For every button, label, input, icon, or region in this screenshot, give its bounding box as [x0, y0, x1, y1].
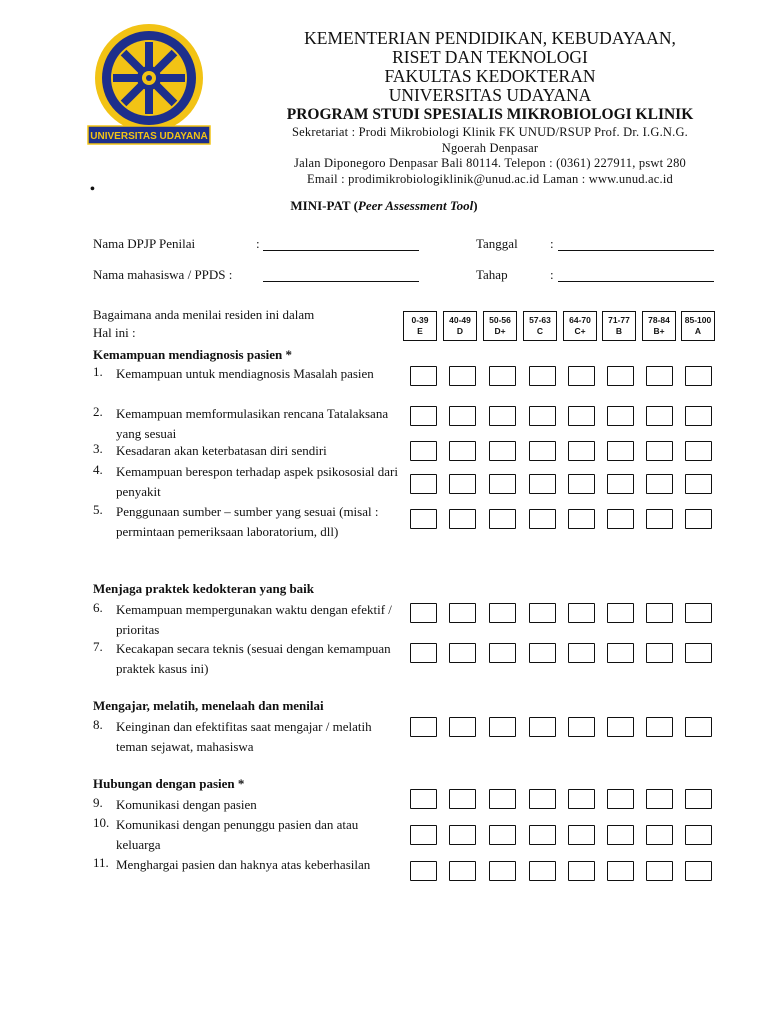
rating-checkbox[interactable]	[489, 366, 516, 386]
rating-checkbox[interactable]	[529, 603, 556, 623]
rating-checkbox[interactable]	[685, 643, 712, 663]
item-number: 5.	[93, 502, 103, 517]
rating-checkbox[interactable]	[449, 789, 476, 809]
dpjp-colon: :	[256, 236, 260, 251]
rating-checkbox[interactable]	[607, 603, 634, 623]
date-label: Tanggal	[476, 236, 518, 251]
item-text: Kemampuan mempergunakan waktu dengan efektif / prioritas	[116, 602, 392, 637]
rating-checkbox[interactable]	[685, 441, 712, 461]
grade-letter: E	[417, 326, 423, 336]
grade-range: 85-100	[684, 315, 712, 325]
rating-checkbox[interactable]	[646, 861, 673, 881]
grade-header-box	[443, 311, 477, 341]
rating-checkbox[interactable]	[568, 643, 595, 663]
rating-checkbox[interactable]	[685, 825, 712, 845]
item-text: Menghargai pasien dan haknya atas keberhasilan	[116, 857, 371, 872]
grade-letter: C	[536, 326, 544, 336]
item-number: 6.	[93, 600, 103, 615]
rating-checkbox[interactable]	[410, 366, 437, 386]
section-patient-relations: Hubungan dengan pasien *	[93, 776, 245, 791]
rating-checkbox[interactable]	[489, 406, 516, 426]
rating-checkbox[interactable]	[410, 441, 437, 461]
rating-checkbox[interactable]	[568, 789, 595, 809]
rating-checkbox[interactable]	[568, 366, 595, 386]
rating-question: Bagaimana anda menilai residen ini dalam Hal ini :	[93, 307, 315, 340]
rating-checkbox[interactable]	[489, 474, 516, 494]
grade-header-box	[642, 311, 676, 341]
rating-checkbox[interactable]	[646, 825, 673, 845]
header-contact: Email : prodimikrobiologiklinik@unud.ac.id Laman : www.unud.ac.id	[306, 172, 673, 186]
rating-checkbox[interactable]	[449, 406, 476, 426]
item-text: Keinginan dan efektifitas saat mengajar / melatih teman sejawat, mahasiswa	[116, 719, 372, 754]
grade-header-box	[523, 311, 557, 341]
grade-header-box	[602, 311, 636, 341]
rating-checkbox[interactable]	[646, 406, 673, 426]
rating-checkbox[interactable]	[568, 717, 595, 737]
rating-checkbox[interactable]	[529, 789, 556, 809]
rating-checkbox[interactable]	[607, 366, 634, 386]
rating-checkbox[interactable]	[449, 474, 476, 494]
item-number: 2.	[93, 404, 103, 419]
rating-checkbox[interactable]	[529, 406, 556, 426]
item-number: 1.	[93, 364, 103, 379]
rating-checkbox[interactable]	[685, 366, 712, 386]
student-input[interactable]	[263, 269, 419, 282]
rating-checkbox[interactable]	[607, 441, 634, 461]
item-number: 3.	[93, 441, 103, 456]
stage-colon: :	[550, 267, 554, 282]
rating-checkbox[interactable]	[685, 717, 712, 737]
item-text: Kemampuan untuk mendiagnosis Masalah pasien	[116, 366, 374, 381]
rating-checkbox[interactable]	[410, 789, 437, 809]
date-input[interactable]	[558, 238, 714, 251]
rating-checkbox[interactable]	[568, 603, 595, 623]
rating-checkbox[interactable]	[529, 643, 556, 663]
rating-checkbox[interactable]	[607, 789, 634, 809]
rating-checkbox[interactable]	[646, 643, 673, 663]
item-text: Kesadaran akan keterbatasan diri sendiri	[116, 443, 327, 458]
item-text: Komunikasi dengan penunggu pasien dan atau keluarga	[116, 817, 359, 852]
rating-checkbox[interactable]	[449, 441, 476, 461]
rating-checkbox[interactable]	[489, 509, 516, 529]
rating-checkbox[interactable]	[410, 603, 437, 623]
item-number: 9.	[93, 795, 103, 810]
rating-checkbox[interactable]	[489, 441, 516, 461]
item-text: Komunikasi dengan pasien	[116, 797, 257, 812]
rating-checkbox[interactable]	[449, 643, 476, 663]
university-logo	[84, 22, 214, 150]
rating-checkbox[interactable]	[568, 474, 595, 494]
rating-checkbox[interactable]	[529, 717, 556, 737]
dpjp-input[interactable]	[263, 238, 419, 251]
grade-header-box	[483, 311, 517, 341]
stage-label: Tahap	[476, 267, 508, 282]
rating-checkbox[interactable]	[489, 717, 516, 737]
grade-letter: A	[694, 326, 702, 336]
grade-letter: D	[456, 326, 464, 336]
rating-checkbox[interactable]	[646, 789, 673, 809]
item-text: Kemampuan memformulasikan rencana Tatalaksana yang sesuai	[116, 406, 389, 441]
grade-header-box	[403, 311, 437, 341]
rating-checkbox[interactable]	[449, 366, 476, 386]
header-line-ministry: KEMENTERIAN PENDIDIKAN, KEBUDAYAAN,	[304, 28, 676, 48]
rating-checkbox[interactable]	[685, 509, 712, 529]
dpjp-label: Nama DPJP Penilai	[93, 236, 196, 251]
rating-checkbox[interactable]	[646, 603, 673, 623]
item-number: 10.	[93, 815, 110, 830]
rating-checkbox[interactable]	[685, 474, 712, 494]
logo-text: UNIVERSITAS UDAYANA	[90, 131, 208, 142]
rating-checkbox[interactable]	[449, 861, 476, 881]
rating-checkbox[interactable]	[489, 825, 516, 845]
grade-range: 50-56	[489, 315, 511, 325]
bullet-mark: •	[90, 182, 95, 197]
rating-checkbox[interactable]	[607, 825, 634, 845]
rating-checkbox[interactable]	[410, 406, 437, 426]
rating-checkbox[interactable]	[646, 441, 673, 461]
date-colon: :	[550, 236, 554, 251]
item-number: 4.	[93, 462, 103, 477]
rating-checkbox[interactable]	[489, 861, 516, 881]
student-label: Nama mahasiswa / PPDS :	[93, 267, 233, 282]
rating-checkbox[interactable]	[685, 406, 712, 426]
rating-checkbox[interactable]	[646, 474, 673, 494]
grade-letter: C+	[574, 326, 586, 336]
rating-checkbox[interactable]	[449, 509, 476, 529]
section-good-practice: Menjaga praktek kedokteran yang baik	[93, 581, 315, 596]
rating-checkbox[interactable]	[568, 825, 595, 845]
stage-input[interactable]	[558, 269, 714, 282]
item-number: 11.	[93, 855, 109, 870]
header-address: Jalan Diponegoro Denpasar Bali 80114. Telepon : (0361) 227911, pswt 280	[294, 156, 686, 170]
rating-checkbox[interactable]	[410, 643, 437, 663]
rating-checkbox[interactable]	[410, 509, 437, 529]
header-program: PROGRAM STUDI SPESIALIS MIKROBIOLOGI KLINIK	[286, 106, 694, 123]
rating-checkbox[interactable]	[529, 825, 556, 845]
grade-header-box	[681, 311, 715, 341]
rating-checkbox[interactable]	[685, 789, 712, 809]
header-line-faculty: FAKULTAS KEDOKTERAN	[384, 66, 596, 86]
grade-letter: B	[615, 326, 623, 336]
rating-checkbox[interactable]	[646, 366, 673, 386]
rating-checkbox[interactable]	[646, 509, 673, 529]
header-line-research: RISET DAN TEKNOLOGI	[392, 47, 588, 67]
rating-checkbox[interactable]	[489, 789, 516, 809]
grade-range: 78-84	[648, 315, 670, 325]
grade-letter: B+	[653, 326, 665, 336]
grade-letter: D+	[494, 326, 506, 336]
rating-checkbox[interactable]	[607, 717, 634, 737]
rating-checkbox[interactable]	[568, 509, 595, 529]
item-text: Penggunaan sumber – sumber yang sesuai (misal : permintaan pemeriksaan laboratorium, dll)	[116, 504, 379, 539]
rating-checkbox[interactable]	[410, 861, 437, 881]
rating-checkbox[interactable]	[607, 474, 634, 494]
grade-range: 40-49	[449, 315, 471, 325]
grade-range: 0-39	[411, 315, 429, 325]
item-number: 7.	[93, 639, 103, 654]
rating-checkbox[interactable]	[529, 509, 556, 529]
rating-checkbox[interactable]	[410, 717, 437, 737]
rating-checkbox[interactable]	[607, 861, 634, 881]
rating-checkbox[interactable]	[607, 406, 634, 426]
rating-checkbox[interactable]	[568, 406, 595, 426]
rating-checkbox[interactable]	[646, 717, 673, 737]
header-secretariat: Sekretariat : Prodi Mikrobiologi Klinik FK UNUD/RSUP Prof. Dr. I.G.N.G.	[291, 125, 689, 139]
rating-checkbox[interactable]	[529, 474, 556, 494]
rating-checkbox[interactable]	[607, 509, 634, 529]
item-text: Kecakapan secara teknis (sesuai dengan kemampuan praktek kasus ini)	[116, 641, 391, 676]
item-number: 8.	[93, 717, 103, 732]
rating-checkbox[interactable]	[529, 441, 556, 461]
rating-checkbox[interactable]	[449, 603, 476, 623]
rating-checkbox[interactable]	[685, 861, 712, 881]
rating-checkbox[interactable]	[449, 825, 476, 845]
grade-range: 57-63	[529, 315, 551, 325]
section-diagnosis: Kemampuan mendiagnosis pasien *	[93, 347, 293, 362]
rating-checkbox[interactable]	[685, 603, 712, 623]
form-title: MINI-PAT (Peer Assessment Tool)	[290, 198, 478, 213]
rating-checkbox[interactable]	[529, 366, 556, 386]
grade-header-box	[563, 311, 597, 341]
section-teaching: Mengajar, melatih, menelaah dan menilai	[93, 698, 324, 713]
rating-checkbox[interactable]	[568, 441, 595, 461]
item-text: Kemampuan berespon terhadap aspek psikososial dari penyakit	[116, 464, 398, 499]
rating-checkbox[interactable]	[568, 861, 595, 881]
grade-range: 71-77	[608, 315, 630, 325]
header-line-university: UNIVERSITAS UDAYANA	[388, 85, 592, 105]
rating-checkbox[interactable]	[410, 825, 437, 845]
rating-checkbox[interactable]	[529, 861, 556, 881]
rating-checkbox[interactable]	[607, 643, 634, 663]
rating-checkbox[interactable]	[449, 717, 476, 737]
grade-range: 64-70	[569, 315, 591, 325]
header-location: Ngoerah Denpasar	[441, 141, 539, 155]
rating-checkbox[interactable]	[489, 603, 516, 623]
rating-checkbox[interactable]	[410, 474, 437, 494]
rating-checkbox[interactable]	[489, 643, 516, 663]
